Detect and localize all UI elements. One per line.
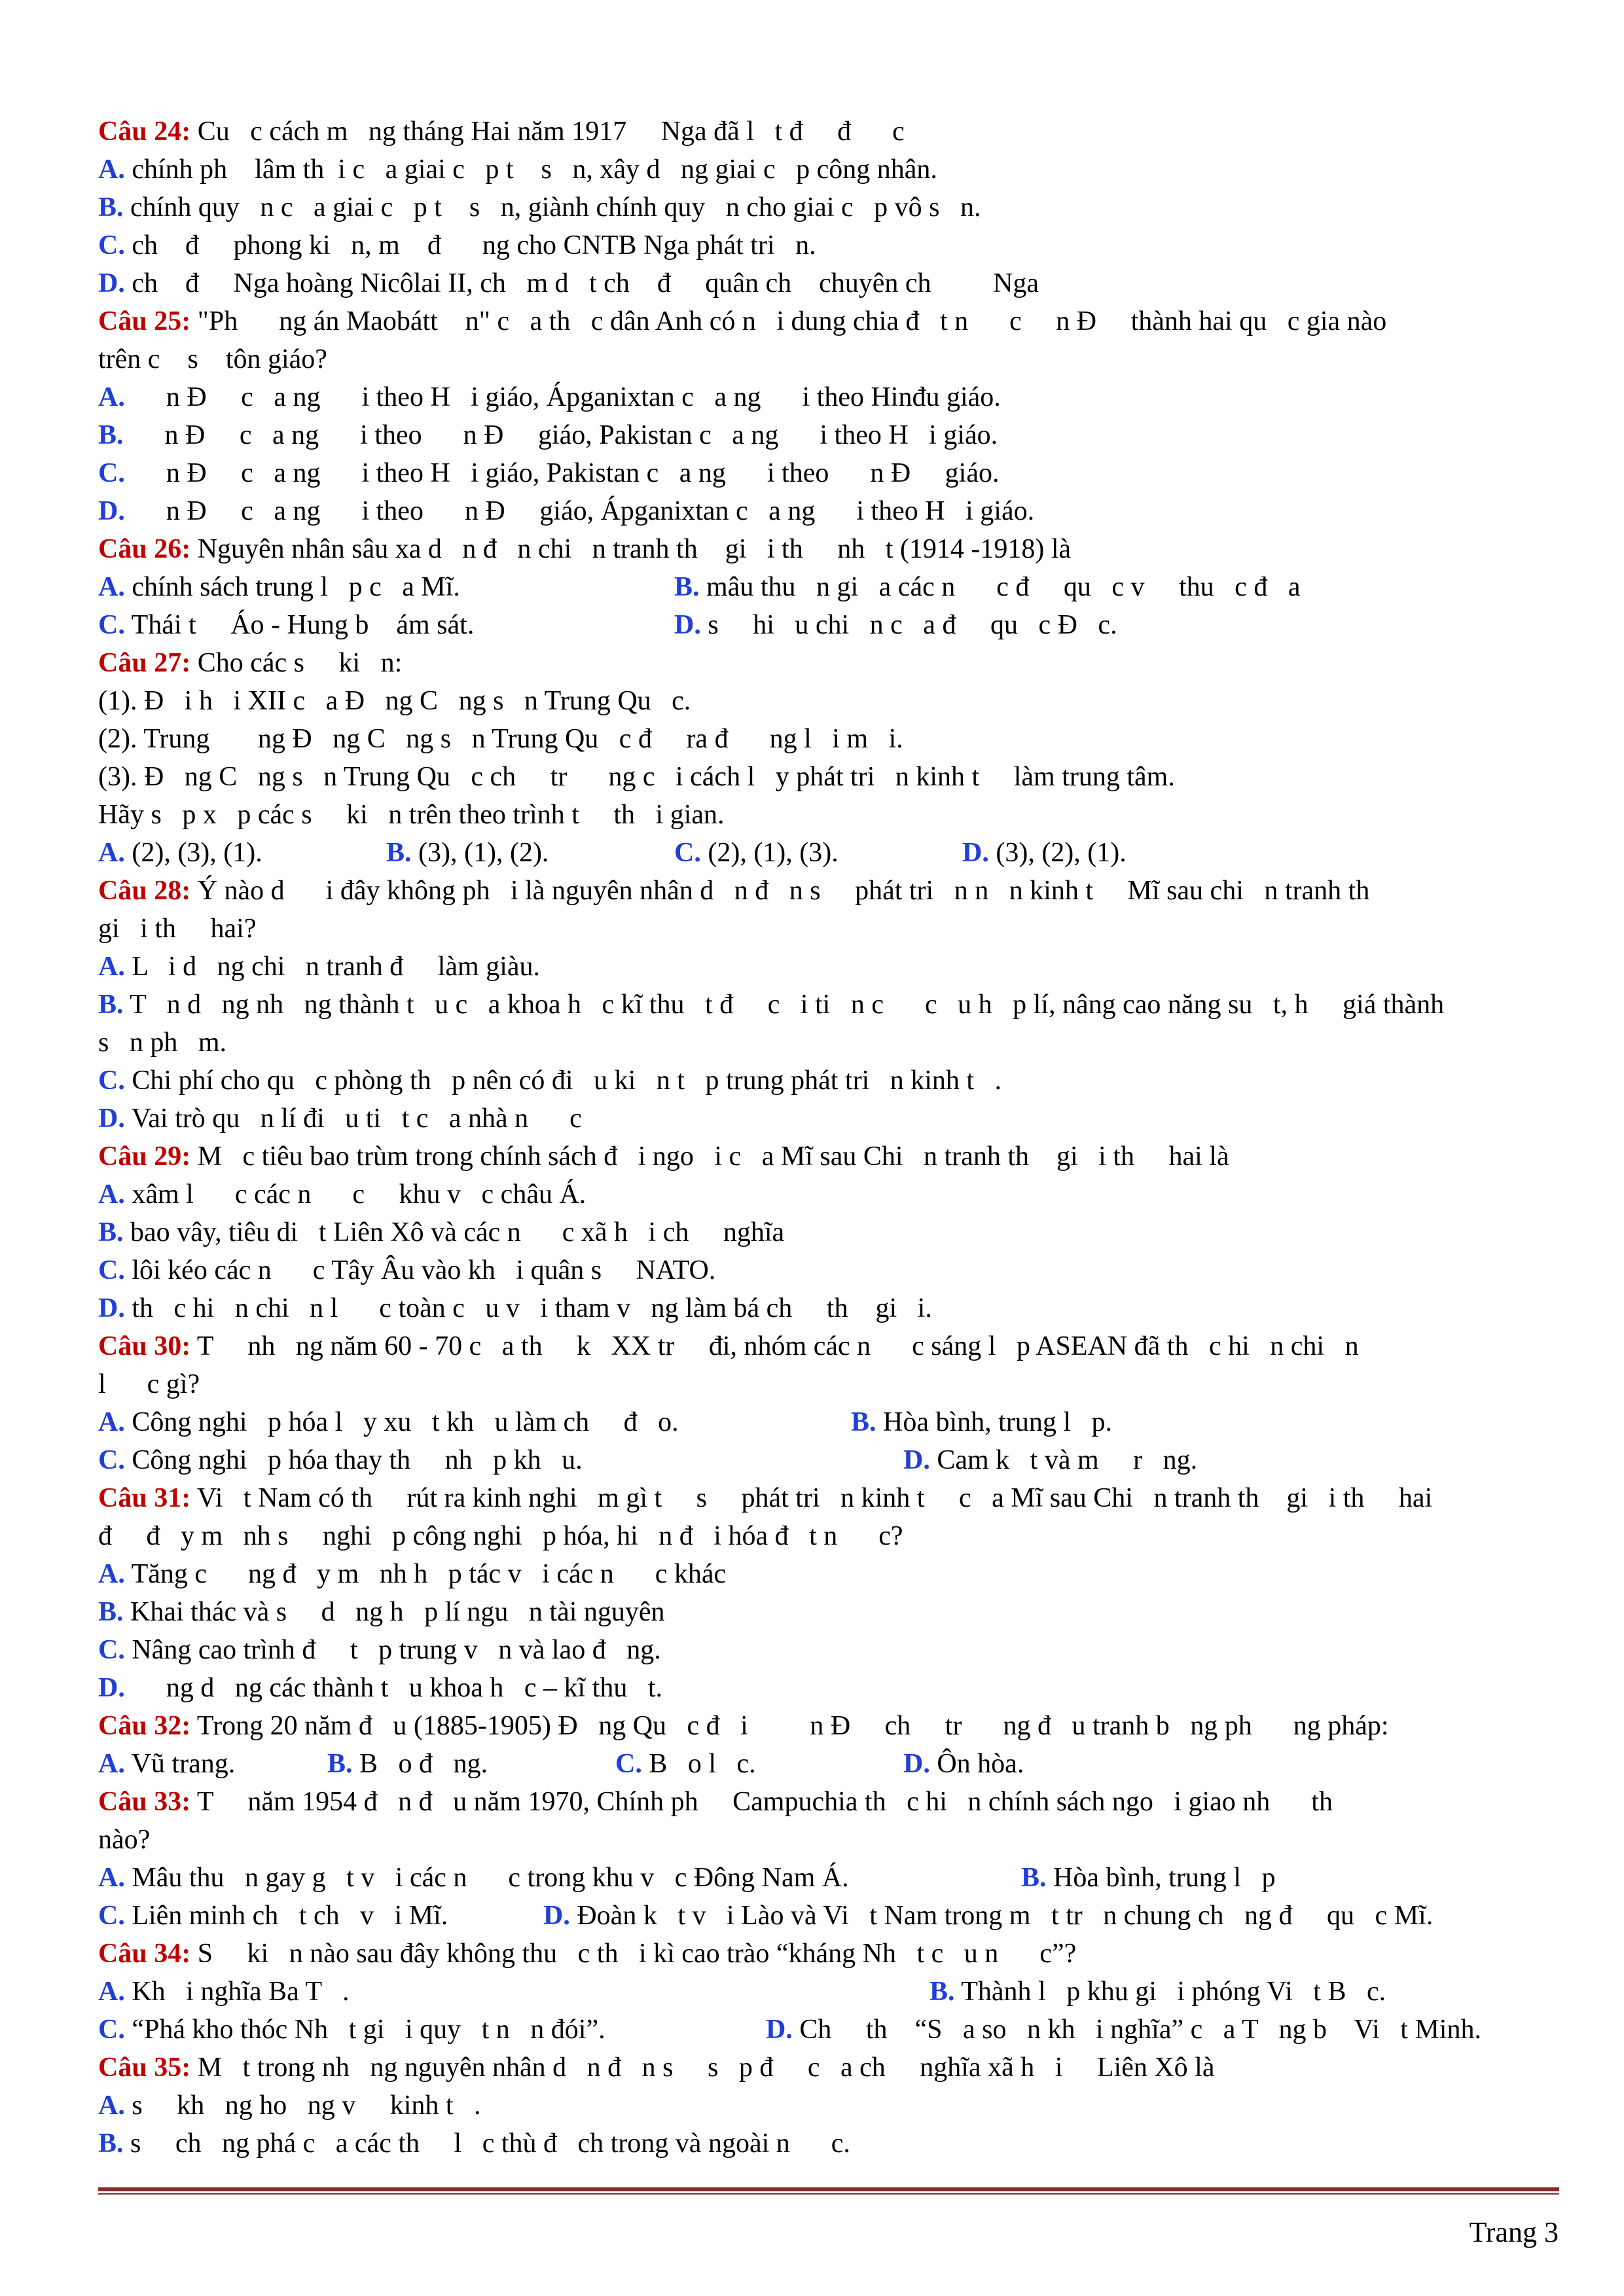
answer-option <box>98 2011 766 2049</box>
line-text: Nâng cao trình đ t p trung v n và lao đ ng. <box>124 1635 661 1665</box>
line-text: Vi t Nam có th rút ra kinh nghi m gì t s phát tri n kinh t c a Mĩ sau Chi n tranh th gi i th hai <box>190 1483 1433 1513</box>
line-text: gi i th hai? <box>98 914 257 944</box>
line-text: chính ph lâm th i c a giai c p t s n, xây d ng giai c p công nhân. <box>124 154 937 185</box>
answer-option <box>386 834 674 872</box>
option-letter: C. <box>98 1635 125 1665</box>
line-text: “Phá kho thóc Nh t gi i quy t n n đói”. <box>124 2015 605 2045</box>
question-number: Câu 24: <box>98 117 191 147</box>
document-line <box>98 834 1551 872</box>
document-line <box>98 910 1551 948</box>
option-letter: A. <box>98 1977 125 2007</box>
document-line <box>98 530 1551 568</box>
question-number: Câu 33: <box>98 1787 191 1817</box>
line-text: Cam k t và m r ng. <box>929 1445 1198 1475</box>
line-text: Hòa bình, trung l p. <box>876 1407 1112 1437</box>
document-line <box>98 986 1551 1024</box>
line-text: Ý nào d i đây không ph i là nguyên nhân d n đ n s phát tri n n n kinh t Mĩ sau chi n tranh th <box>190 876 1370 906</box>
option-letter: B. <box>674 572 700 602</box>
option-letter: B. <box>98 420 124 450</box>
option-letter: B. <box>851 1407 876 1437</box>
question-number: Câu 29: <box>98 1141 191 1172</box>
question-number: Câu 34: <box>98 1939 191 1969</box>
answer-option <box>98 1859 1021 1897</box>
line-text: th c hi n chi n l c toàn c u v i tham v ng làm bá ch th gi i. <box>124 1293 932 1323</box>
line-text: n Đ c a ng i theo H i giáo, Ápganixtan c a ng i theo Hinđu giáo. <box>124 382 1001 412</box>
option-letter: B. <box>98 990 124 1020</box>
line-text: xâm l c các n c khu v c châu Á. <box>124 1179 586 1210</box>
line-text: T n d ng nh ng thành t u c a khoa h c kĩ thu t đ c i ti n c c u h p lí, nâng cao năng su t, h giá thành <box>123 990 1445 1020</box>
option-letter: C. <box>98 1255 125 1285</box>
line-text: s kh ng ho ng v kinh t . <box>124 2090 481 2121</box>
document-line <box>98 2087 1551 2125</box>
option-letter: C. <box>98 1445 125 1475</box>
line-text: Cu c cách m ng tháng Hai năm 1917 Nga đã l t đ đ c <box>190 117 905 147</box>
line-text: n Đ c a ng i theo H i giáo, Pakistan c a ng i theo n Đ giáo. <box>124 458 1000 488</box>
document-line <box>98 644 1551 682</box>
line-text: Vũ trang. <box>124 1749 236 1779</box>
document-line <box>98 492 1551 530</box>
document-line <box>98 872 1551 910</box>
option-letter: B. <box>98 2128 124 2159</box>
question-number: Câu 25: <box>98 306 191 336</box>
document-line <box>98 1289 1551 1327</box>
line-text: Vai trò qu n lí đi u ti t c a nhà n c <box>124 1103 582 1134</box>
line-text: s hi u chi n c a đ qu c Đ c. <box>700 610 1117 640</box>
line-text: Ôn hòa. <box>929 1749 1024 1779</box>
answer-option <box>98 1403 851 1441</box>
answer-option <box>903 1441 1197 1479</box>
option-letter: D. <box>98 1293 125 1323</box>
document-line <box>98 1631 1551 1669</box>
page-number: Trang 3 <box>1469 2216 1559 2248</box>
document-line <box>98 454 1551 492</box>
document-line <box>98 2011 1551 2049</box>
option-letter: C. <box>674 838 701 868</box>
option-letter: A. <box>98 952 125 982</box>
line-text: (2), (1), (3). <box>700 838 839 868</box>
line-text: n Đ c a ng i theo n Đ giáo, Ápganixtan c a ng i theo H i giáo. <box>124 496 1035 526</box>
footer-divider <box>98 2187 1559 2195</box>
document-line <box>98 1100 1551 1138</box>
answer-option <box>962 834 1127 872</box>
document-line <box>98 1973 1551 2011</box>
line-text: Nguyên nhân sâu xa d n đ n chi n tranh th gi i th nh t (1914 -1918) là <box>190 534 1072 564</box>
option-letter: D. <box>98 1103 125 1134</box>
answer-option <box>543 1897 1433 1935</box>
document-line <box>98 1935 1551 1973</box>
answer-option <box>674 834 962 872</box>
option-letter: D. <box>98 268 125 298</box>
question-number: Câu 27: <box>98 648 191 678</box>
document-line <box>98 264 1551 302</box>
answer-option <box>851 1403 1112 1441</box>
document-line <box>98 1062 1551 1100</box>
document-line <box>98 113 1551 151</box>
line-text: lôi kéo các n c Tây Âu vào kh i quân s NATO. <box>124 1255 716 1285</box>
option-letter: B. <box>1021 1863 1047 1893</box>
option-letter: D. <box>98 496 125 526</box>
option-letter: B. <box>386 838 412 868</box>
document-line <box>98 1593 1551 1631</box>
line-text: chính sách trung l p c a Mĩ. <box>124 572 460 602</box>
document-line <box>98 1024 1551 1062</box>
document-line <box>98 1327 1551 1365</box>
option-letter: A. <box>98 154 125 185</box>
answer-option <box>903 1745 1024 1783</box>
line-text: Công nghi p hóa l y xu t kh u làm ch đ o. <box>124 1407 679 1437</box>
line-text: (3). Đ ng C ng s n Trung Qu c ch tr ng c i cách l y phát tri n kinh t làm trung tâm. <box>98 762 1175 792</box>
line-text: Thành l p khu gi i phóng Vi t B c. <box>954 1977 1386 2007</box>
answer-option <box>674 568 1300 606</box>
answer-option <box>766 2011 1481 2049</box>
line-text: M c tiêu bao trùm trong chính sách đ i ngo i c a Mĩ sau Chi n tranh th gi i th hai là <box>190 1141 1229 1172</box>
line-text: Kh i nghĩa Ba T . <box>124 1977 350 2007</box>
document-line <box>98 1441 1551 1479</box>
line-text: L i d ng chi n tranh đ làm giàu. <box>124 952 541 982</box>
option-letter: A. <box>98 1749 125 1779</box>
line-text: Mâu thu n gay g t v i các n c trong khu v c Đông Nam Á. <box>124 1863 849 1893</box>
option-letter: C. <box>98 1066 125 1096</box>
line-text: B o đ ng. <box>352 1749 488 1779</box>
line-text: T năm 1954 đ n đ u năm 1970, Chính ph Campuchia th c hi n chính sách ngo i giao nh th <box>190 1787 1333 1817</box>
document-line <box>98 758 1551 796</box>
line-text: Ch th “S a so n kh i nghĩa” c a T ng b Vi t Minh. <box>792 2015 1481 2045</box>
question-number: Câu 32: <box>98 1711 191 1741</box>
document-line <box>98 1783 1551 1821</box>
line-text: Chi phí cho qu c phòng th p nên có đi u ki n t p trung phát tri n kinh t . <box>124 1066 1002 1096</box>
line-text: trên c s tôn giáo? <box>98 344 327 374</box>
document-line <box>98 682 1551 720</box>
option-letter: B. <box>327 1749 353 1779</box>
document-line <box>98 416 1551 454</box>
answer-option <box>98 1973 929 2011</box>
option-letter: D. <box>674 610 701 640</box>
document-line <box>98 1707 1551 1745</box>
document-line <box>98 1365 1551 1403</box>
document-line <box>98 340 1551 378</box>
document-line <box>98 1213 1551 1251</box>
answer-option <box>98 606 674 644</box>
line-text: (3), (1), (2). <box>411 838 549 868</box>
answer-option <box>674 606 1117 644</box>
line-text: Hòa bình, trung l p <box>1046 1863 1276 1893</box>
line-text: n Đ c a ng i theo n Đ giáo, Pakistan c a ng i theo H i giáo. <box>123 420 998 450</box>
document-line <box>98 1138 1551 1175</box>
line-text: ch đ phong ki n, m đ ng cho CNTB Nga phát tri n. <box>124 230 816 260</box>
line-text: Khai thác và s d ng h p lí ngu n tài nguyên <box>123 1597 665 1627</box>
option-letter: A. <box>98 1863 125 1893</box>
document-line <box>98 1745 1551 1783</box>
option-letter: A. <box>98 572 125 602</box>
answer-option <box>98 1441 903 1479</box>
line-text: đ đ y m nh s nghi p công nghi p hóa, hi n đ i hóa đ t n c? <box>98 1521 903 1551</box>
answer-option <box>929 1973 1386 2011</box>
line-text: M t trong nh ng nguyên nhân d n đ n s s p đ c a ch nghĩa xã h i Liên Xô là <box>190 2053 1215 2083</box>
line-text: Cho các s ki n: <box>190 648 403 678</box>
line-text: Đoàn k t v i Lào và Vi t Nam trong m t tr n chung ch ng đ qu c Mĩ. <box>569 1901 1434 1931</box>
line-text: Hãy s p x p các s ki n trên theo trình t th i gian. <box>98 800 725 830</box>
line-text: (2). Trung ng Đ ng C ng s n Trung Qu c đ ra đ ng l i m i. <box>98 724 903 754</box>
document-line <box>98 1403 1551 1441</box>
question-number: Câu 26: <box>98 534 191 564</box>
line-text: Tăng c ng đ y m nh h p tác v i các n c khác <box>124 1559 727 1589</box>
document-line <box>98 796 1551 834</box>
question-number: Câu 31: <box>98 1483 191 1513</box>
option-letter: B. <box>98 192 124 223</box>
option-letter: D. <box>543 1901 570 1931</box>
question-number: Câu 30: <box>98 1331 191 1361</box>
option-letter: A. <box>98 1407 125 1437</box>
document-line <box>98 1479 1551 1517</box>
line-text: Trong 20 năm đ u (1885-1905) Đ ng Qu c đ i n Đ ch tr ng đ u tranh b ng ph ng pháp: <box>190 1711 1389 1741</box>
line-text: (3), (2), (1). <box>988 838 1127 868</box>
document-line <box>98 226 1551 264</box>
answer-option <box>615 1745 903 1783</box>
document-body <box>98 113 1551 2162</box>
option-letter: C. <box>98 1901 125 1931</box>
option-letter: C. <box>98 230 125 260</box>
document-line <box>98 2049 1551 2087</box>
document-line <box>98 1555 1551 1593</box>
document-line <box>98 568 1551 606</box>
line-text: nào? <box>98 1825 151 1855</box>
line-text: ng d ng các thành t u khoa h c – kĩ thu t. <box>124 1673 663 1703</box>
option-letter: C. <box>98 610 125 640</box>
document-line <box>98 948 1551 986</box>
option-letter: B. <box>98 1217 124 1247</box>
option-letter: D. <box>903 1749 930 1779</box>
line-text: mâu thu n gi a các n c đ qu c v thu c đ a <box>699 572 1301 602</box>
option-letter: C. <box>98 458 125 488</box>
option-letter: D. <box>98 1673 125 1703</box>
document-line <box>98 606 1551 644</box>
option-letter: D. <box>962 838 989 868</box>
document-line <box>98 1175 1551 1213</box>
answer-option <box>98 1745 327 1783</box>
line-text: T nh ng năm 60 - 70 c a th k XX tr đi, nhóm các n c sáng l p ASEAN đã th c hi n chi n <box>190 1331 1359 1361</box>
document-line <box>98 188 1551 226</box>
answer-option <box>98 1897 543 1935</box>
document-line <box>98 720 1551 758</box>
line-text: B o l c. <box>641 1749 756 1779</box>
option-letter: A. <box>98 2090 125 2121</box>
option-letter: A. <box>98 1179 125 1210</box>
line-text: s n ph m. <box>98 1028 227 1058</box>
answer-option <box>1021 1859 1275 1897</box>
line-text: S ki n nào sau đây không thu c th i kì cao trào “kháng Nh t c u n c”? <box>190 1939 1077 1969</box>
option-letter: A. <box>98 838 125 868</box>
option-letter: A. <box>98 1559 125 1589</box>
option-letter: C. <box>98 2015 125 2045</box>
document-line <box>98 151 1551 188</box>
document-line <box>98 1669 1551 1707</box>
option-letter: C. <box>615 1749 642 1779</box>
document-line <box>98 1859 1551 1897</box>
document-line <box>98 1517 1551 1555</box>
option-letter: A. <box>98 382 125 412</box>
document-line <box>98 2125 1551 2162</box>
line-text: "Ph ng án Maobátt n" c a th c dân Anh có n i dung chia đ t n c n Đ thành hai qu c gia nào <box>190 306 1387 336</box>
line-text: ch đ Nga hoàng Nicôlai II, ch m d t ch đ quân ch chuyên ch Nga <box>124 268 1039 298</box>
line-text: Công nghi p hóa thay th nh p kh u. <box>124 1445 583 1475</box>
option-letter: B. <box>98 1597 124 1627</box>
document-line <box>98 1251 1551 1289</box>
document-line <box>98 302 1551 340</box>
question-number: Câu 28: <box>98 876 191 906</box>
line-text: (2), (3), (1). <box>124 838 262 868</box>
document-line <box>98 1821 1551 1859</box>
line-text: bao vây, tiêu di t Liên Xô và các n c xã h i ch nghĩa <box>123 1217 785 1247</box>
footer-divider-thin <box>98 2193 1559 2195</box>
option-letter: B. <box>929 1977 955 2007</box>
line-text: s ch ng phá c a các th l c thù đ ch trong và ngoài n c. <box>123 2128 850 2159</box>
question-number: Câu 35: <box>98 2053 191 2083</box>
answer-option <box>98 568 674 606</box>
answer-option <box>327 1745 615 1783</box>
option-letter: D. <box>903 1445 930 1475</box>
answer-option <box>98 834 386 872</box>
line-text: l c gì? <box>98 1369 200 1399</box>
document-line <box>98 378 1551 416</box>
document-line <box>98 1897 1551 1935</box>
line-text: chính quy n c a giai c p t s n, giành chính quy n cho giai c p vô s n. <box>123 192 981 223</box>
footer-divider-thick <box>98 2187 1559 2191</box>
line-text: Liên minh ch t ch v i Mĩ. <box>124 1901 448 1931</box>
line-text: Thái t Áo - Hung b ám sát. <box>124 610 475 640</box>
line-text: (1). Đ i h i XII c a Đ ng C ng s n Trung Qu c. <box>98 686 691 716</box>
option-letter: D. <box>766 2015 793 2045</box>
